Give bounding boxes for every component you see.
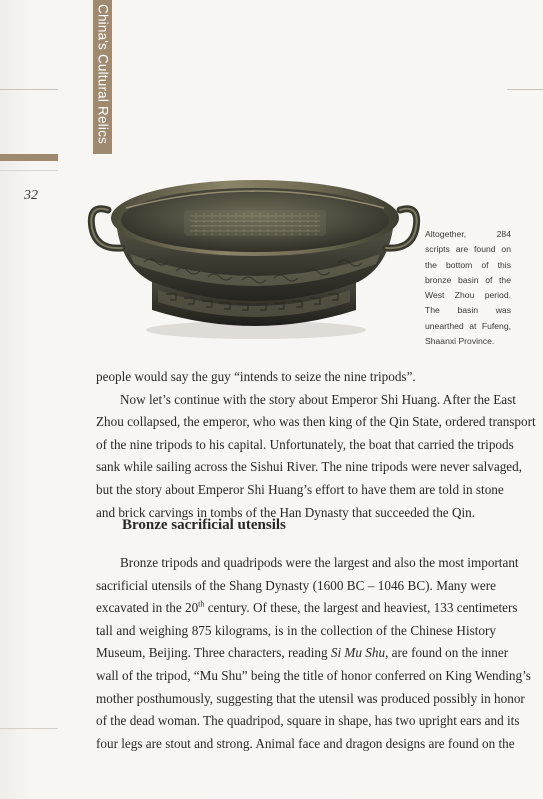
caption-line: West Zhou period.	[425, 290, 511, 301]
paragraph-line	[96, 597, 518, 620]
paragraph-line: people would say the guy “intends to seize the nine tripods”.	[96, 369, 416, 384]
text-run: century. Of these, the largest and heaviest, 133 centimeters	[204, 600, 518, 616]
paragraph-line	[96, 642, 509, 665]
top-right-rule	[507, 89, 543, 90]
paragraph-line: of the dead woman. The quadripod, square in shape, has two upright ears and its	[96, 713, 520, 729]
paragraph-line: of the nine tripods to his capital. Unfortunately, the boat that carried the tripods	[96, 436, 514, 452]
paragraph-line: Bronze tripods and quadripods were the largest and also the most important	[120, 555, 519, 570]
caption-line: unearthed at Fufeng,	[425, 320, 511, 331]
paragraph-line: four legs are stout and strong. Animal face and dragon designs are found on the	[96, 735, 515, 751]
photo-caption	[425, 227, 511, 349]
accent-bar	[0, 154, 58, 161]
body-text-bottom	[96, 552, 531, 755]
italic-term: Si Mu Shu	[330, 645, 386, 661]
bottom-left-rule	[0, 728, 58, 729]
series-title: China's Cultural Relics	[95, 4, 110, 144]
text-run: excavated in the 20	[96, 600, 199, 616]
paragraph-line: Now let’s continue with the story about Emperor Shi Huang. After the East	[120, 391, 516, 407]
paragraph-line: mother posthumously, suggesting that the utensil was produced possibly in honor	[96, 690, 525, 706]
paragraph-line: sank while sailing across the Sishui River. The nine tripods were never salvaged,	[96, 459, 523, 475]
bronze-basin-photo	[86, 170, 422, 342]
accent-underline	[0, 170, 58, 171]
paragraph-line: sacrificial utensils of the Shang Dynasty (1600 BC – 1046 BC). Many were	[96, 577, 496, 593]
caption-line: Altogether, 284	[425, 229, 511, 239]
top-left-rule	[0, 89, 58, 90]
text-run: , are found on the inner	[385, 645, 509, 661]
body-text-top	[96, 366, 536, 524]
paragraph-line: Zhou collapsed, the emperor, who was then king of the Qin State, ordered transport	[96, 414, 536, 430]
caption-line: the bottom of this	[425, 259, 511, 270]
paragraph-line: tall and weighing 875 kilograms, is in the collection of the Chinese History	[96, 622, 496, 638]
caption-line: bronze basin of the	[425, 274, 511, 285]
series-tab	[93, 0, 112, 154]
page-number: 32	[24, 188, 38, 203]
ordinal-suffix: th	[198, 599, 205, 609]
paragraph-line: wall of the tripod, “Mu Shu” being the title of honor conferred on King Wending’s	[96, 667, 531, 683]
caption-line: Shaanxi Province.	[425, 336, 495, 347]
paragraph-line: but the story about Emperor Shi Huang’s effort to have them are told in stone	[96, 481, 504, 497]
paragraph-line: and brick carvings in tombs of the Han Dynasty that succeeded the Qin.	[96, 504, 476, 520]
text-run: Museum, Beijing. Three characters, reading	[96, 645, 331, 661]
section-heading: Bronze sacrificial utensils	[122, 517, 286, 533]
caption-line: scripts are found on	[425, 244, 511, 255]
caption-line: The basin was	[425, 305, 511, 316]
